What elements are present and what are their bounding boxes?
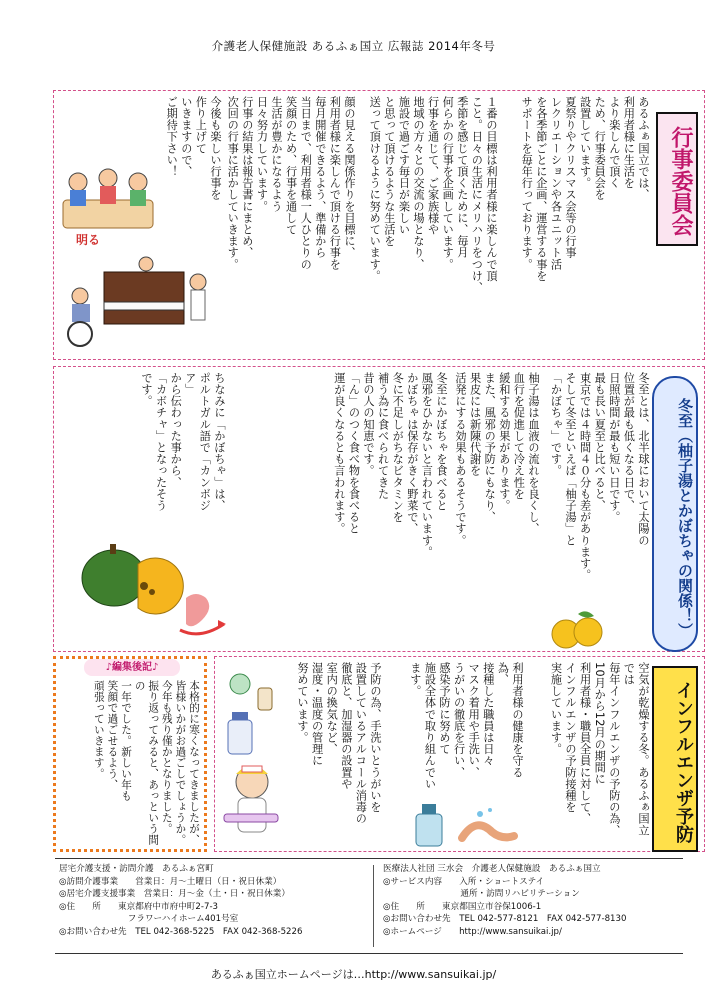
- events-title: 行事委員会: [656, 112, 698, 246]
- winter-text-a: 冬至とは、北半球において太陽の 位置が最も低くなる日で、 日照時間が最も短い日です。 最も長い夏至と比べると、 東京では４時間４０分も差があります。 そして冬至といえば「柚子湯」と 「かぼちゃ」です。: [549, 372, 650, 581]
- hand-sanitizer-illustration: [410, 802, 520, 848]
- editor-memo-text: 本格的に寒くなってきましたが、 皆様いかがお過ごしでしょうか。 今年も残り僅かとなりました。 振り返ってみると、あっという間の 一年でした。新しい年も 笑顔で過ごせるよう、 頑張っていきます。: [92, 680, 200, 845]
- nurse-illustration: [220, 664, 282, 848]
- influenza-text-b: 利用者様の健康を守る為、 接種した職員は日々 マスク着用や手洗い、 うがいの徹底を行い、 感染予防に努めて 施設全体で取り組んでいます。: [408, 662, 524, 790]
- homepage-line: あるふぁ国立ホームページは…http://www.sansuikai.jp/: [210, 968, 497, 981]
- piano-performance-illustration: [60, 254, 222, 354]
- influenza-text-c: 予防の為、手洗いとうがいを 設置しているアルコール消毒の 徹底と、加湿器の設置や 室内の換気など、 湿度・温度の管理に 努めています。: [296, 662, 382, 825]
- winter-text-d: ちなみに「かぼちゃ」は、 ポルトガル語で「カンボジア」 から伝わった事から、 「カボチャ」となったそうです。: [140, 372, 226, 512]
- page-header: 介護老人保健施設 あるふぁ国立 広報誌 2014年冬号: [211, 39, 496, 53]
- footer-left: 居宅介護支援・訪問介護 あるふぁ宮町 ◎訪問介護事業 営業日：月～土曜日（日・祝日休業） ◎居宅介護支援事業 営業日：月～金（土・日・祝日休業） ◎住 所 東京都府中市府中町2-7-3 フラワーハイホーム401号室 ◎お問い合わせ先 TEL 042-368-5225 FAX 042-368-5226: [59, 864, 303, 937]
- events-text-b: １番の目標は利用者様に楽しんで頂 こと。日々の生活にメリハリをつけ、 季節を感じて頂くために、毎月 何らかの行事を企画しています。 行事を通じて、ご家族様や 地域の方々との交流の場となり、 施設で過ごす毎日が楽しい と思って頂けるような生活を 送って頂けるように努めています。: [368, 96, 498, 294]
- contact-footer: [55, 858, 683, 954]
- map-illustration: [178, 586, 228, 646]
- events-text-c: 顔の見える関係作りを目標に、 利用者様に楽しんで頂ける行事を 毎月開催できるよう、準備から 当日まで、利用者様一人ひとりの 笑顔のため、行事を通して 生活が豊かになるよう 日々努力しています。 行事の結果は報告書にまとめ、 次回の行事に活かしていきます。: [226, 96, 356, 270]
- events-text-d: 今後も楽しい行事を 作り上げて いきますので、 ご期待下さい！: [165, 96, 222, 201]
- winter-text-c: 冬至にかぼちゃを食べると 風邪をひかないと言われています。 かぼちゃは保存がきく野菜で、 冬に不足しがちなビタミンを 補う為に食べられてきた 昔の人の知恵です。 「ん」のつく食べ物を食べると 運が良くなるとも言われます。: [332, 372, 448, 558]
- yuzu-illustration: [548, 606, 608, 650]
- influenza-text-a: 空気が乾燥する冬。あるふぁ国立では 毎年インフルエンザの予防の為、 10月から12月の期間に 利用者様・職員全員に対して、 インフルエンザの予防接種を 実施しています。: [549, 662, 650, 836]
- influenza-title: インフルエンザ予防: [652, 666, 698, 852]
- pumpkin-illustration: [76, 530, 176, 616]
- winter-text-b: 柚子湯は血液の流れを良くし、 血行を促進して冷え性を 緩和する効果があります。 また、風邪の予防にもなり、 果皮には新陳代謝を 活発にする効果もあるそうです。: [454, 372, 540, 546]
- editor-memo-title: ♪編集後記♪: [84, 659, 180, 676]
- winter-title: 冬至（柚子湯とかぼちゃの関係！）: [652, 376, 698, 652]
- svg-text:明る: 明る: [76, 233, 101, 247]
- footer-right: 医療法人社団 三水会 介護老人保健施設 あるふぁ国立 ◎サービス内容 入所・ショートステイ 通所・訪問リハビリテーション ◎住 所 東京都国立市谷保1006-1 ◎お問い合わせ先 TEL 042-577-8121 FAX 042-577-8130 ◎ホームページ http://www.sansuikai.jp/: [383, 864, 627, 937]
- people-crafting-illustration: [58, 160, 158, 250]
- events-text-a: あるふぁ国立では、 利用者様に生活を より楽しんで頂く ため、行事委員会を 設置しています。 夏祭りやクリスマス会等の行事 レクリエーションや各ユニット活 を各季節ごとに企画、運営する事を サポートを毎年行っております。: [520, 96, 650, 282]
